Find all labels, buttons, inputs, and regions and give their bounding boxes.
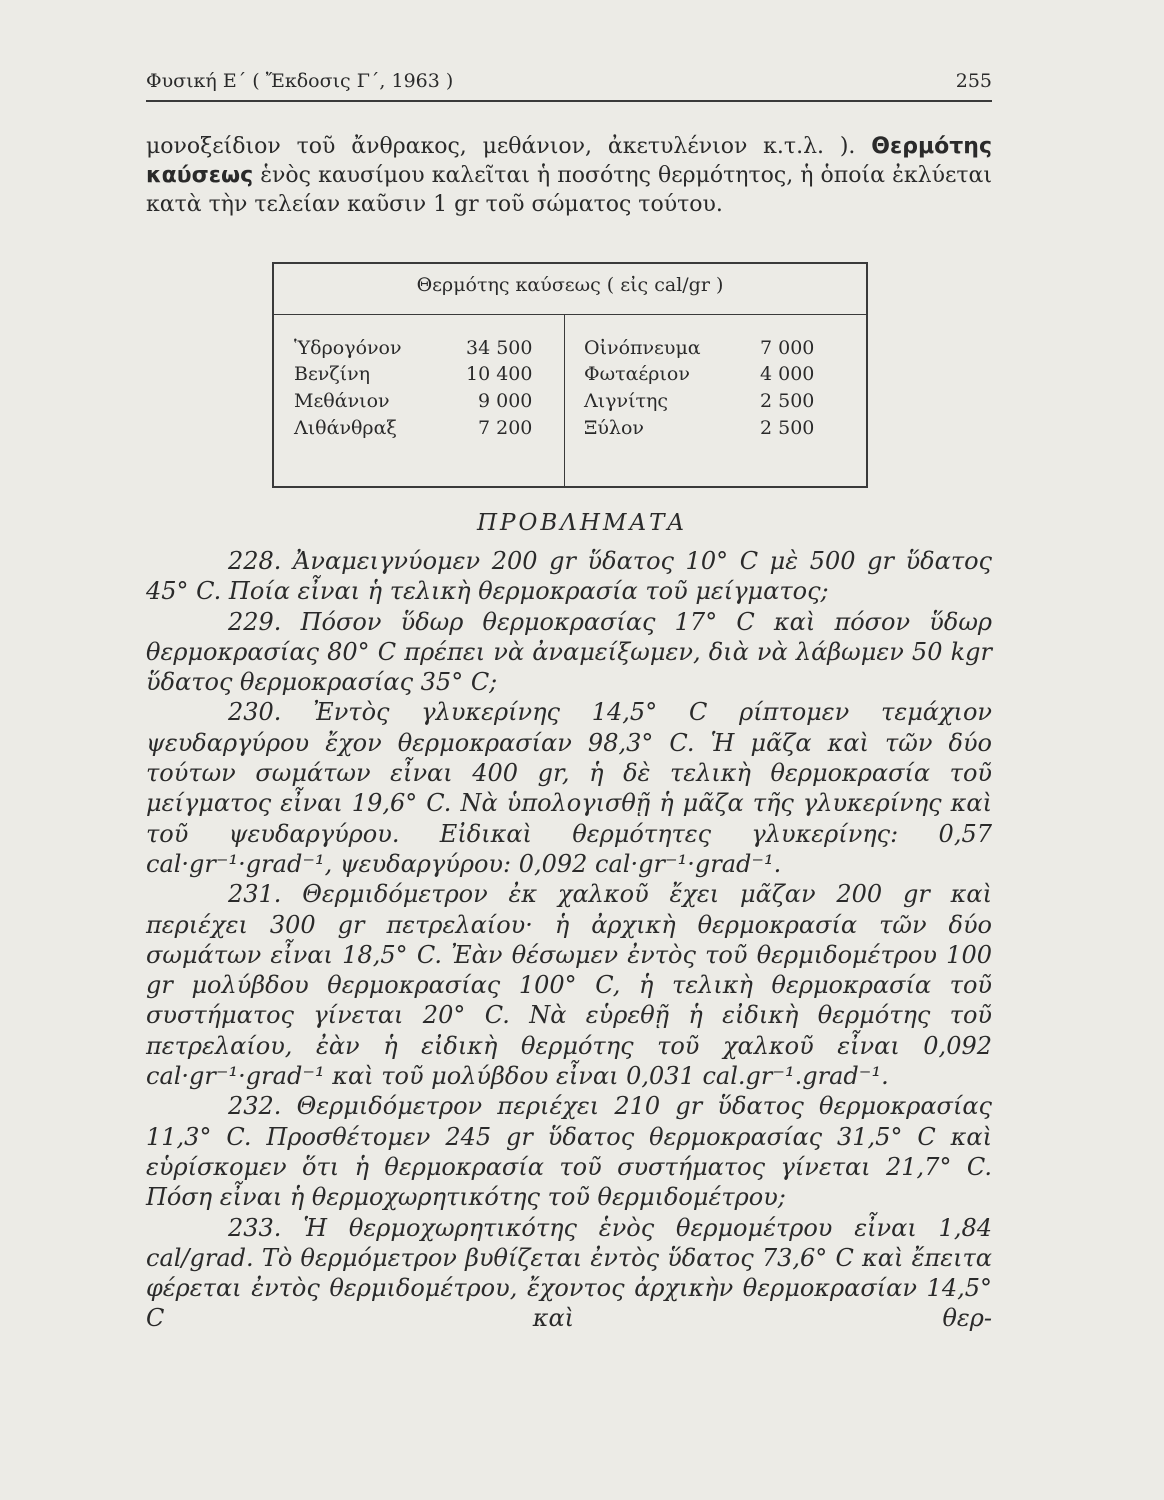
table-fuel-name: Ξύλον xyxy=(584,417,644,439)
problem-229: 229. Πόσον ὕδωρ θερμοκρασίας 17° C καὶ πόσον ὕδωρ θερμοκρασίας 80° C πρέπει νὰ ἀναμείξωμεν, διὰ νὰ λάβωμεν 50 kgr ὕδατος θερμοκρασίας 35° C; xyxy=(146,607,992,697)
table-fuel-value: 4 000 xyxy=(760,363,815,385)
table-fuel-value: 2 500 xyxy=(760,417,815,439)
problems-list xyxy=(146,546,992,1334)
intro-paragraph xyxy=(146,132,992,219)
table-fuel-name: Λιγνίτης xyxy=(584,390,669,412)
problem-233: 233. Ἡ θερμοχωρητικότης ἑνὸς θερμομέτρου εἶναι 1,84 cal/grad. Τὸ θερμόμετρον βυθίζεται ἐντὸς ὕδατος 73,6° C καὶ ἔπειτα φέρεται ἐντὸς θερμιδομέτρου, ἔχοντος ἀρχικὴν θερμοκρασίαν 14,5° C καὶ θερ- xyxy=(146,1213,992,1333)
intro-text-start: μονοξείδιον τοῦ ἄνθρακος, μεθάνιον, ἀκετυλένιον κ.τ.λ. ). xyxy=(146,134,856,159)
problem-228: 228. Ἀναμειγνύομεν 200 gr ὕδατος 10° C μὲ 500 gr ὕδατος 45° C. Ποία εἶναι ἡ τελικὴ θερμοκρασία τοῦ μείγματος; xyxy=(146,547,992,606)
table-fuel-name: Βενζίνη xyxy=(294,363,371,385)
bold-term: Θερμότης καύσεως xyxy=(146,134,992,188)
table-fuel-value: 9 000 xyxy=(478,390,533,412)
table-column-divider xyxy=(564,314,565,486)
table-header-divider xyxy=(274,314,866,315)
problem-232: 232. Θερμιδόμετρον περιέχει 210 gr ὕδατος θερμοκρασίας 11,3° C. Προσθέτομεν 245 gr ὕδατος θερμοκρασίας 31,5° C καὶ εὑρίσκομεν ὅτι ἡ θερμοκρασία τοῦ συστήματος γίνεται 21,7° C. Πόση εἶναι ἡ θερμοχωρητικότης τοῦ θερμιδομέτρου; xyxy=(146,1092,992,1212)
problem-230: 230. Ἐντὸς γλυκερίνης 14,5° C ρίπτομεν τεμάχιον ψευδαργύρου ἔχον θερμοκρασίαν 98,3° C. Ἡ μᾶζα καὶ τῶν δύο τούτων σωμάτων εἶναι 400 gr, ἡ δὲ τελικὴ θερμοκρασία τοῦ μείγματος εἶναι 19,6° C. Νὰ ὑπολογισθῇ ἡ μᾶζα τῆς γλυκερίνης καὶ τοῦ ψευδαργύρου. Εἰδικαὶ θερμότητες γλυκερίνης: 0,57 cal·gr⁻¹·grad⁻¹, ψευδαργύρου: 0,092 cal·gr⁻¹·grad⁻¹. xyxy=(146,698,992,878)
table-fuel-name: Μεθάνιον xyxy=(294,390,390,412)
section-heading: ΠΡΟΒΛΗΜΑΤΑ xyxy=(476,510,688,536)
table-fuel-name: Ὑδρογόνον xyxy=(294,337,402,359)
problem-231: 231. Θερμιδόμετρον ἐκ χαλκοῦ ἔχει μᾶζαν 200 gr καὶ περιέχει 300 gr πετρελαίου· ἡ ἀρχικὴ θερμοκρασία τῶν δύο σωμάτων εἶναι 18,5° C. Ἐὰν θέσωμεν ἐντὸς τοῦ θερμιδομέτρου 100 gr μολύβδου θερμοκρασίας 100° C, ἡ τελικὴ θερμοκρασία τοῦ συστήματος γίνεται 20° C. Νὰ εὑρεθῇ ἡ εἰδικὴ θερμότης τοῦ πετρελαίου, ἐὰν ἡ εἰδικὴ θερμότης τοῦ χαλκοῦ εἶναι 0,092 cal·gr⁻¹·grad⁻¹ καὶ τοῦ μολύβδου εἶναι 0,031 cal.gr⁻¹.grad⁻¹. xyxy=(146,880,992,1091)
table-fuel-value: 7 000 xyxy=(760,337,815,359)
running-header xyxy=(146,66,992,102)
table-caption: Θερμότης καύσεως ( εἰς cal/gr ) xyxy=(416,274,724,296)
page-number: 255 xyxy=(955,70,992,92)
intro-text-end: ἑνὸς καυσίμου καλεῖται ἡ ποσότης θερμότητος, ἡ ὁποία ἐκλύεται κατὰ τὴν τελείαν καῦσιν 1 gr τοῦ σώματος τούτου. xyxy=(146,163,992,217)
table-fuel-name: Λιθάνθραξ xyxy=(294,417,397,439)
table-fuel-value: 7 200 xyxy=(478,417,533,439)
header-title: Φυσική Ε΄ ( Ἔκδοσις Γ΄, 1963 ) xyxy=(146,70,454,92)
table-fuel-name: Οἰνόπνευμα xyxy=(584,337,701,359)
table-fuel-value: 2 500 xyxy=(760,390,815,412)
combustion-heat-table xyxy=(272,262,868,488)
table-fuel-value: 34 500 xyxy=(466,337,533,359)
table-fuel-name: Φωταέριον xyxy=(584,363,690,385)
table-fuel-value: 10 400 xyxy=(466,363,533,385)
